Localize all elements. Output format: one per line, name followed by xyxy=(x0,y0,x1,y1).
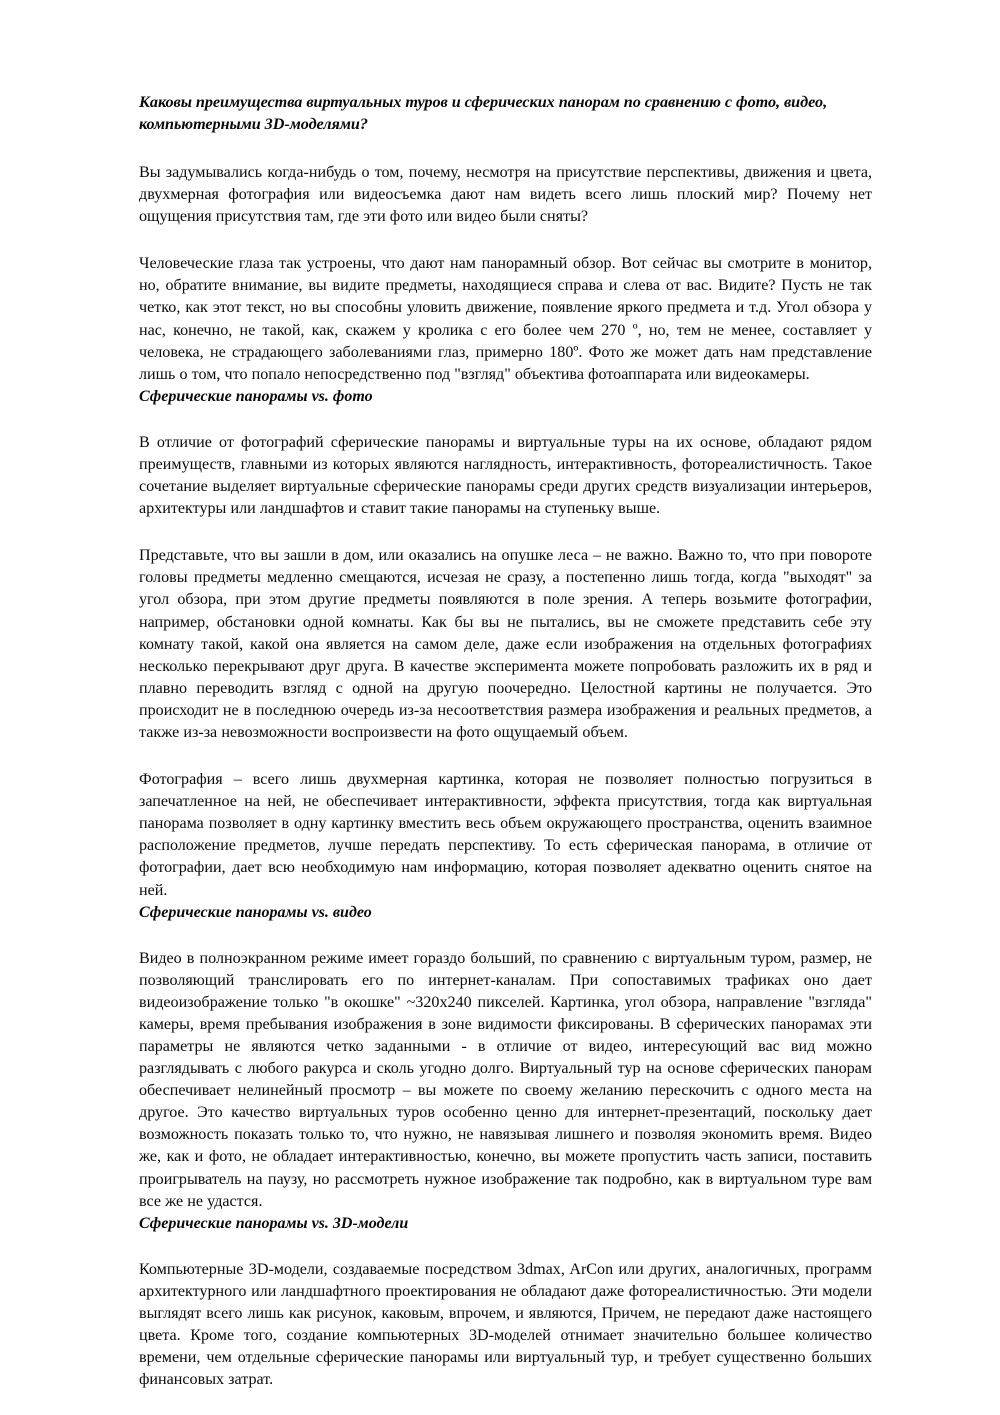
section-3d-models xyxy=(139,1213,872,1392)
paragraph: Вы задумывались когда-нибудь о том, почему, несмотря на присутствие перспективы, движения и цвета, двухмерная фотография или видеосъемка дают нам видеть всего лишь плоский мир? Почему нет ощущения присутствия там, где эти фото или видео были сняты? xyxy=(139,164,872,226)
section-heading: Сферические панорамы vs. фото xyxy=(139,387,373,405)
intro-section xyxy=(139,162,872,386)
section-photo xyxy=(139,386,872,902)
section-video xyxy=(139,902,872,1213)
paragraph: Видео в полноэкранном режиме имеет гораздо больший, по сравнению с виртуальным туром, размер, не позволяющий транслировать его по интернет-каналам. При сопоставимых трафиках оно дает видеоизображение только "в окошке" ~320х240 пикселей. Картинка, угол обзора, направление "взгляда" камеры, время пребывания изображения в зоне видимости фиксированы. В сферических панорамах эти параметры не являются четко заданными - в отличие от видео, интересующий вас вид можно разглядывать с любого ракурса и сколь угодно долго. Виртуальный тур на основе сферических панорам обеспечивает нелинейный просмотр – вы можете по своему желанию перескочить с одного места на другое. Это качество виртуальных туров особенно ценно для интернет-презентаций, поскольку дает возможность показать только то, что нужно, не навязывая лишнего и позволяя экономить время. Видео же, как и фото, не обладает интерактивностью, конечно, вы можете пропустить часть записи, поставить проигрыватель на паузу, но рассмотреть нужное изображение так подробно, как в виртуальном туре вам все же не удастся. xyxy=(139,949,872,1210)
paragraph: Человеческие глаза так устроены, что дают нам панорамный обзор. Вот сейчас вы смотрите в монитор, но, обратите внимание, вы видите предметы, находящиеся справа и слева от вас. Видите? Пусть не так четко, как этот текст, но вы способны уловить движение, появление яркого предмета и т.д. Угол обзора у нас, конечно, не такой, как, скажем у кролика с его более чем 270 º, но, тем не менее, составляет у человека, не страдающего заболеваниями глаз, примерно 180º. Фото же может дать нам представление лишь о том, что попало непосредственно под "взгляд" объектива фотоаппарата или видеокамеры. xyxy=(139,255,872,383)
section-heading: Сферические панорамы vs. 3D-модели xyxy=(139,1214,409,1232)
paragraph: Представьте, что вы зашли в дом, или оказались на опушке леса – не важно. Важно то, что при повороте головы предметы медленно смещаются, исчезая не сразу, а постепенно лишь тогда, когда "выходят" за угол обзора, при этом другие предметы появляются в поле зрения. А теперь возьмите фотографии, например, обстановки одной комнаты. Как бы вы не пытались, вы не сможете представить себе эту комнату такой, какой она является на самом деле, даже если изображения на отдельных фотографиях несколько перекрывают друг друга. В качестве эксперимента можете попробовать разложить их в ряд и плавно переводить взгляд с одной на другую поочередно. Целостной картины не получается. Это происходит не в последнюю очередь из-за несоответствия размера изображения и реальных предметов, а также из-за невозможности воспроизвести на фото ощущаемый объем. xyxy=(139,547,872,741)
section-heading: Сферические панорамы vs. видео xyxy=(139,903,372,921)
paragraph: Компьютерные 3D-модели, создаваемые посредством 3dmax, ArCon или других, аналогичных, программ архитектурного или ландшафтного проектирования не обладают даже фотореалистичностью. Эти модели выглядят всего лишь как рисунок, каковым, впрочем, и являются, Причем, не передают даже настоящего цвета. Кроме того, создание компьютерных 3D-моделей отнимает значительно большее количество времени, чем отдельные сферические панорамы или виртуальный тур, и требует существенно больших финансовых затрат. xyxy=(139,1260,872,1389)
paragraph: Фотография – всего лишь двухмерная картинка, которая не позволяет полностью погрузиться в запечатленное на ней, не обеспечивает интерактивности, эффекта присутствия, тогда как виртуальная панорама позволяет в одну картинку вместить весь объем окружающего пространства, оценить взаимное расположение предметов, лучше передать перспективу. То есть сферическая панорама, в отличие от фотографии, дает всю необходимую нам информацию, которая позволяет адекватно оценить снятое на ней. xyxy=(139,771,872,899)
page-title: Каковы преимущества виртуальных туров и сферических панорам по сравнению с фото, видео, компьютерными 3D-моделями? xyxy=(139,93,828,133)
paragraph: В отличие от фотографий сферические панорамы и виртуальные туры на их основе, обладают рядом преимуществ, главными из которых являются наглядность, интерактивность, фотореалистичность. Такое сочетание выделяет виртуальные сферические панорамы среди других средств визуализации интерьеров, архитектуры или ландшафтов и ставит такие панорамы на ступеньку выше. xyxy=(139,433,872,518)
